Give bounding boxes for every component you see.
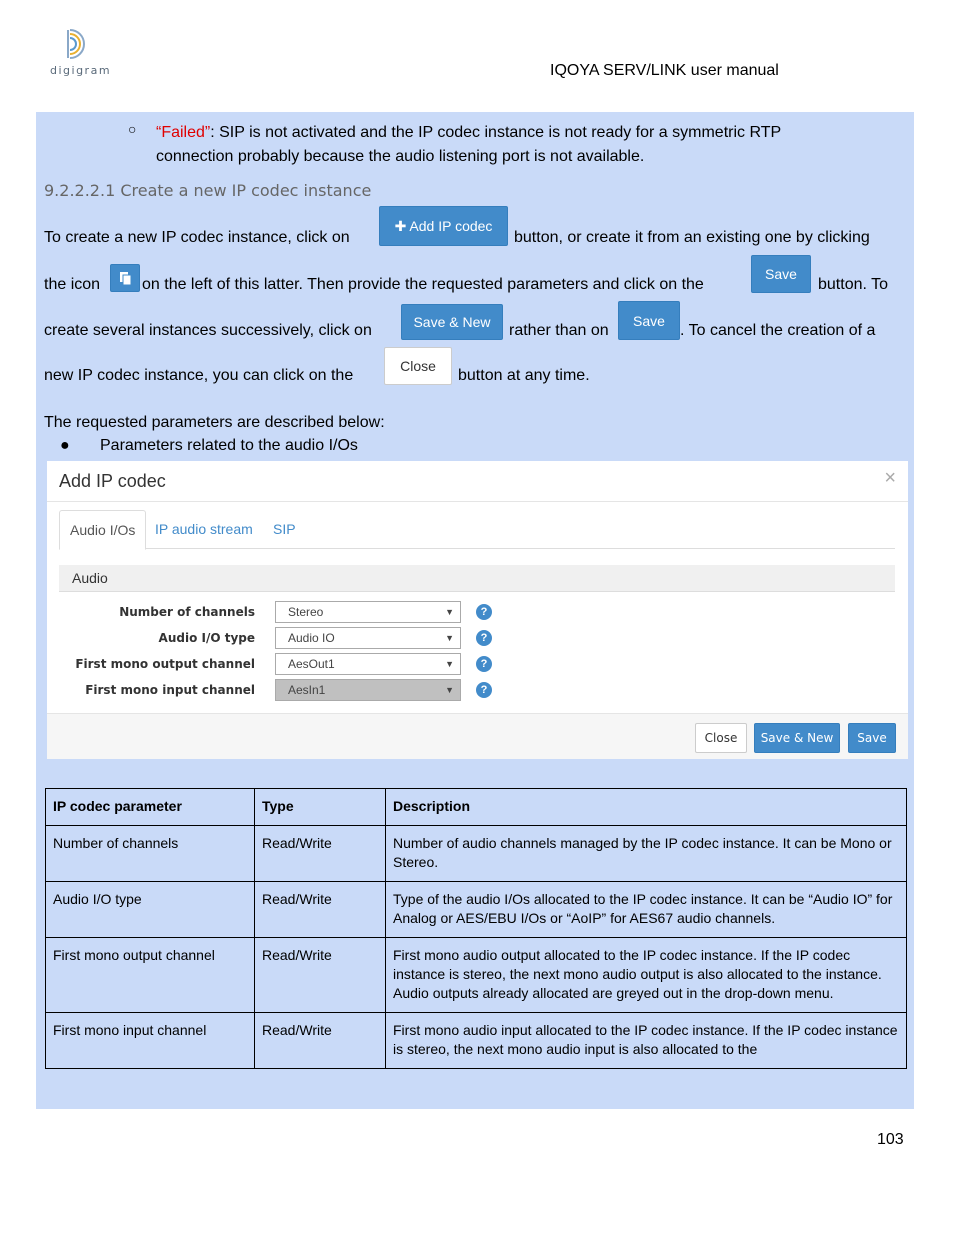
divider — [47, 501, 908, 502]
section-header — [59, 565, 895, 592]
table-cell: First mono output channel — [46, 938, 255, 1013]
close-icon[interactable]: × — [884, 467, 896, 489]
bullet-dot: ● — [60, 437, 70, 454]
body-text: the icon — [44, 276, 101, 293]
logo-text: digigram — [50, 64, 112, 77]
table-cell: Read/Write — [255, 938, 386, 1013]
add-ip-codec-button-image: ✚ Add IP codec — [379, 206, 508, 246]
close-button-image: Close — [384, 347, 452, 385]
dialog-title: Add IP codec — [59, 471, 166, 491]
field-row — [59, 679, 899, 703]
column-header: Type — [255, 789, 386, 826]
section-heading: 9.2.2.2.1 Create a new IP codec instance — [44, 181, 372, 200]
close-button[interactable]: Close — [695, 723, 747, 753]
failed-label: “Failed” — [156, 124, 211, 141]
add-ip-codec-dialog — [47, 461, 908, 758]
body-text: create several instances successively, click on — [44, 322, 372, 339]
page-number: 103 — [877, 1131, 904, 1148]
body-text: button. To — [818, 276, 888, 293]
bullet-circle: ○ — [128, 121, 137, 137]
section-title: Audio — [72, 570, 108, 586]
failed-text: : SIP is not activated and the IP codec instance is not ready for a symmetric RTP connection probably because the audio listening port is not available. — [156, 124, 781, 165]
first-mono-input-select[interactable]: AesIn1 ▼ — [275, 679, 461, 701]
chevron-down-icon: ▼ — [445, 607, 454, 617]
body-text: on the left of this latter. Then provide the requested parameters and click on the — [142, 276, 704, 293]
field-label: Number of channels — [119, 605, 255, 619]
field-row — [59, 601, 899, 625]
chevron-down-icon: ▼ — [445, 685, 454, 695]
column-header: Description — [386, 789, 907, 826]
field-row — [59, 627, 899, 651]
save-button-image: Save — [618, 301, 680, 340]
audio-io-type-select[interactable]: Audio IO ▼ — [275, 627, 461, 649]
table-header-row — [46, 789, 907, 826]
params-intro: The requested parameters are described below: — [44, 414, 385, 431]
table-cell: First mono input channel — [46, 1013, 255, 1069]
save-new-button[interactable]: Save & New — [754, 723, 840, 753]
save-new-button-image: Save & New — [401, 304, 503, 340]
table-cell: Number of channels — [46, 826, 255, 882]
tab-audio-ios[interactable]: Audio I/Os — [59, 510, 146, 550]
table-cell: Type of the audio I/Os allocated to the IP codec instance. It can be “Audio IO” for Analog or AES/EBU I/Os or “AoIP” for AES67 audio channels. — [386, 882, 907, 938]
bullet-text: Parameters related to the audio I/Os — [100, 437, 358, 454]
body-text: new IP codec instance, you can click on the — [44, 367, 354, 384]
tab-ip-audio-stream[interactable]: IP audio stream — [155, 521, 253, 537]
chevron-down-icon: ▼ — [445, 633, 454, 643]
table-cell: Read/Write — [255, 1013, 386, 1069]
body-text: button at any time. — [458, 367, 590, 384]
column-header: IP codec parameter — [46, 789, 255, 826]
chevron-down-icon: ▼ — [445, 659, 454, 669]
table-cell: Read/Write — [255, 826, 386, 882]
table-row — [46, 938, 907, 1013]
table-cell: Read/Write — [255, 882, 386, 938]
tab-bar — [59, 510, 895, 549]
help-icon[interactable]: ? — [476, 682, 492, 698]
table-cell: First mono audio output allocated to the IP codec instance. If the IP codec instance is stereo, the next mono audio output is also allocated to the instance. Audio outputs already allocated are greyed out in the drop-down menu. — [386, 938, 907, 1013]
body-text: button, or create it from an existing one by clicking — [514, 229, 870, 246]
help-icon[interactable]: ? — [476, 630, 492, 646]
save-button-image: Save — [751, 255, 811, 293]
field-label: First mono input channel — [85, 683, 255, 697]
help-icon[interactable]: ? — [476, 604, 492, 620]
table-cell: First mono audio input allocated to the IP codec instance. If the IP codec instance is stereo, the next mono audio input is also allocated to the — [386, 1013, 907, 1069]
table-row — [46, 1013, 907, 1069]
body-text: rather than on — [509, 322, 609, 339]
help-icon[interactable]: ? — [476, 656, 492, 672]
table-row — [46, 826, 907, 882]
body-text: To create a new IP codec instance, click on — [44, 229, 350, 246]
parameters-table — [45, 788, 907, 1069]
first-mono-output-select[interactable]: AesOut1 ▼ — [275, 653, 461, 675]
table-cell: Audio I/O type — [46, 882, 255, 938]
document-title: IQOYA SERV/LINK user manual — [550, 62, 779, 79]
number-of-channels-select[interactable]: Stereo ▼ — [275, 601, 461, 623]
copy-icon — [110, 264, 140, 292]
dialog-footer — [47, 713, 908, 759]
tab-sip[interactable]: SIP — [273, 521, 296, 537]
field-label: First mono output channel — [75, 657, 255, 671]
save-button[interactable]: Save — [848, 723, 896, 753]
table-cell: Number of audio channels managed by the IP codec instance. It can be Mono or Stereo. — [386, 826, 907, 882]
body-text: . To cancel the creation of a — [680, 322, 876, 339]
field-row — [59, 653, 899, 677]
field-label: Audio I/O type — [158, 631, 255, 645]
failed-status-paragraph — [156, 121, 856, 169]
table-row — [46, 882, 907, 938]
